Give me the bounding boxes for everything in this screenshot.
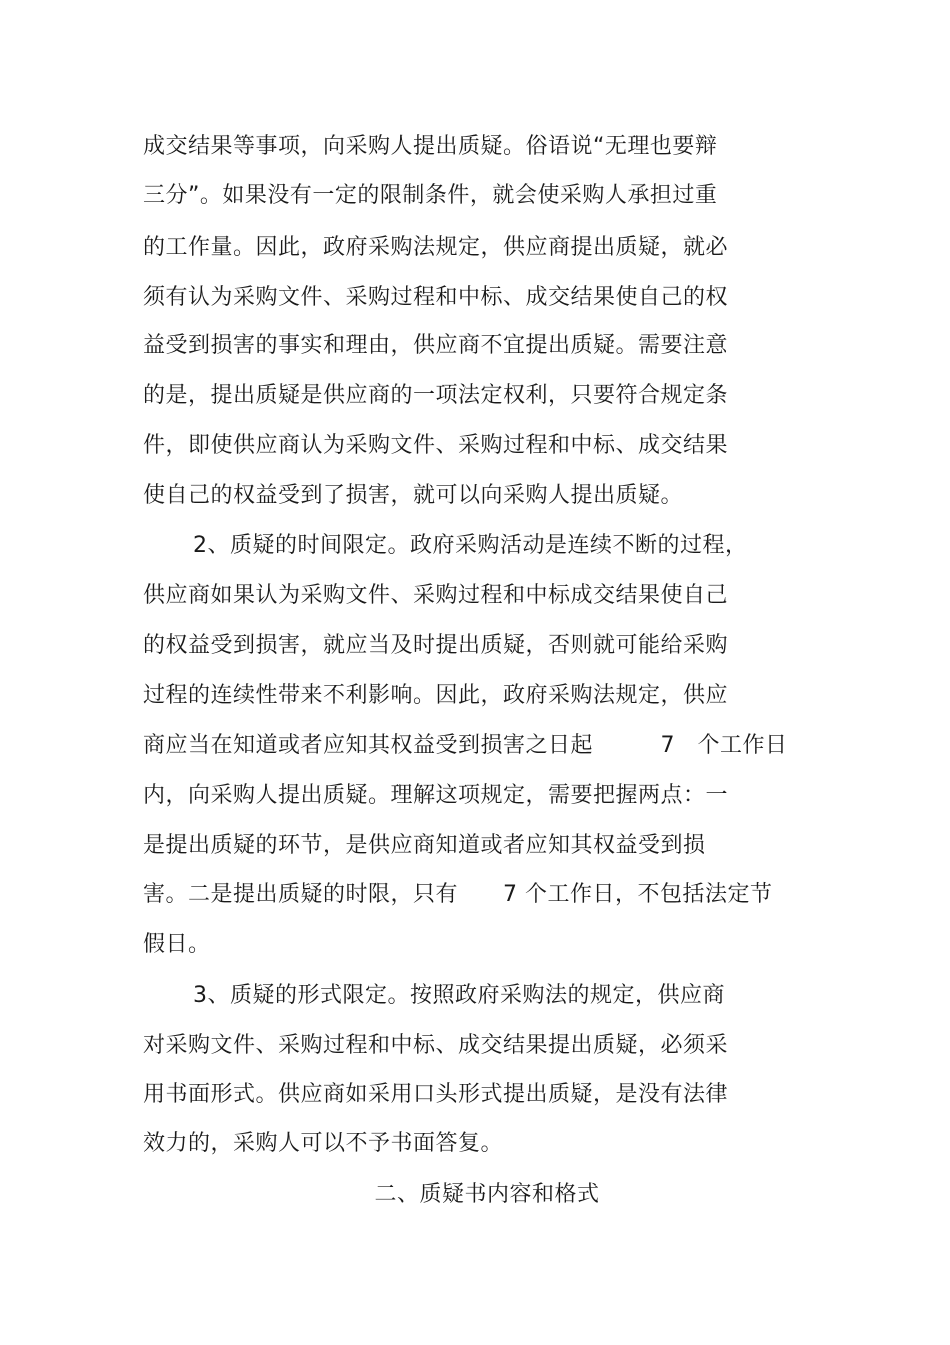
paragraph-line: 使自己的权益受到了损害，就可以向采购人提出质疑。 <box>143 483 684 508</box>
paragraph-line: 益受到损害的事实和理由，供应商不宜提出质疑。需要注意 <box>143 333 729 358</box>
paragraph-line: 内，向采购人提出质疑。理解这项规定，需要把握两点：一 <box>143 783 729 808</box>
paragraph-line: 须有认为采购文件、采购过程和中标、成交结果使自己的权 <box>143 285 729 310</box>
paragraph-line: 对采购文件、采购过程和中标、成交结果提出质疑，必须采 <box>143 1033 729 1058</box>
paragraph-line: 的工作量。因此，政府采购法规定，供应商提出质疑，就必 <box>143 235 729 260</box>
paragraph-line: 害。二是提出质疑的时限，只有 7 个工作日，不包括法定节 <box>143 882 773 907</box>
paragraph-line: 供应商如果认为采购文件、采购过程和中标成交结果使自己 <box>143 583 729 608</box>
paragraph-line: 件，即使供应商认为采购文件、采购过程和中标、成交结果 <box>143 433 729 458</box>
paragraph-line: 3、质疑的形式限定。按照政府采购法的规定，供应商 <box>193 983 725 1008</box>
paragraph-line: 商应当在知道或者应知其权益受到损害之日起 7 个工作日 <box>143 733 788 758</box>
paragraph-line: 过程的连续性带来不利影响。因此，政府采购法规定，供应 <box>143 683 729 708</box>
paragraph-line: 的是，提出质疑是供应商的一项法定权利，只要符合规定条 <box>143 383 729 408</box>
paragraph-line: 三分”。如果没有一定的限制条件，就会使采购人承担过重 <box>143 183 718 208</box>
paragraph-line: 2、质疑的时间限定。政府采购活动是连续不断的过程， <box>193 533 748 558</box>
paragraph-line: 是提出质疑的环节，是供应商知道或者应知其权益受到损 <box>143 833 706 858</box>
paragraph-line: 假日。 <box>143 932 211 957</box>
paragraph-line: 的权益受到损害，就应当及时提出质疑，否则就可能给采购 <box>143 633 729 658</box>
section-heading: 二、质疑书内容和格式 <box>374 1182 600 1207</box>
paragraph-line: 成交结果等事项，向采购人提出质疑。俗语说“无理也要辩 <box>143 134 718 159</box>
paragraph-line: 效力的，采购人可以不予书面答复。 <box>143 1131 504 1156</box>
paragraph-line: 用书面形式。供应商如采用口头形式提出质疑，是没有法律 <box>143 1082 729 1107</box>
